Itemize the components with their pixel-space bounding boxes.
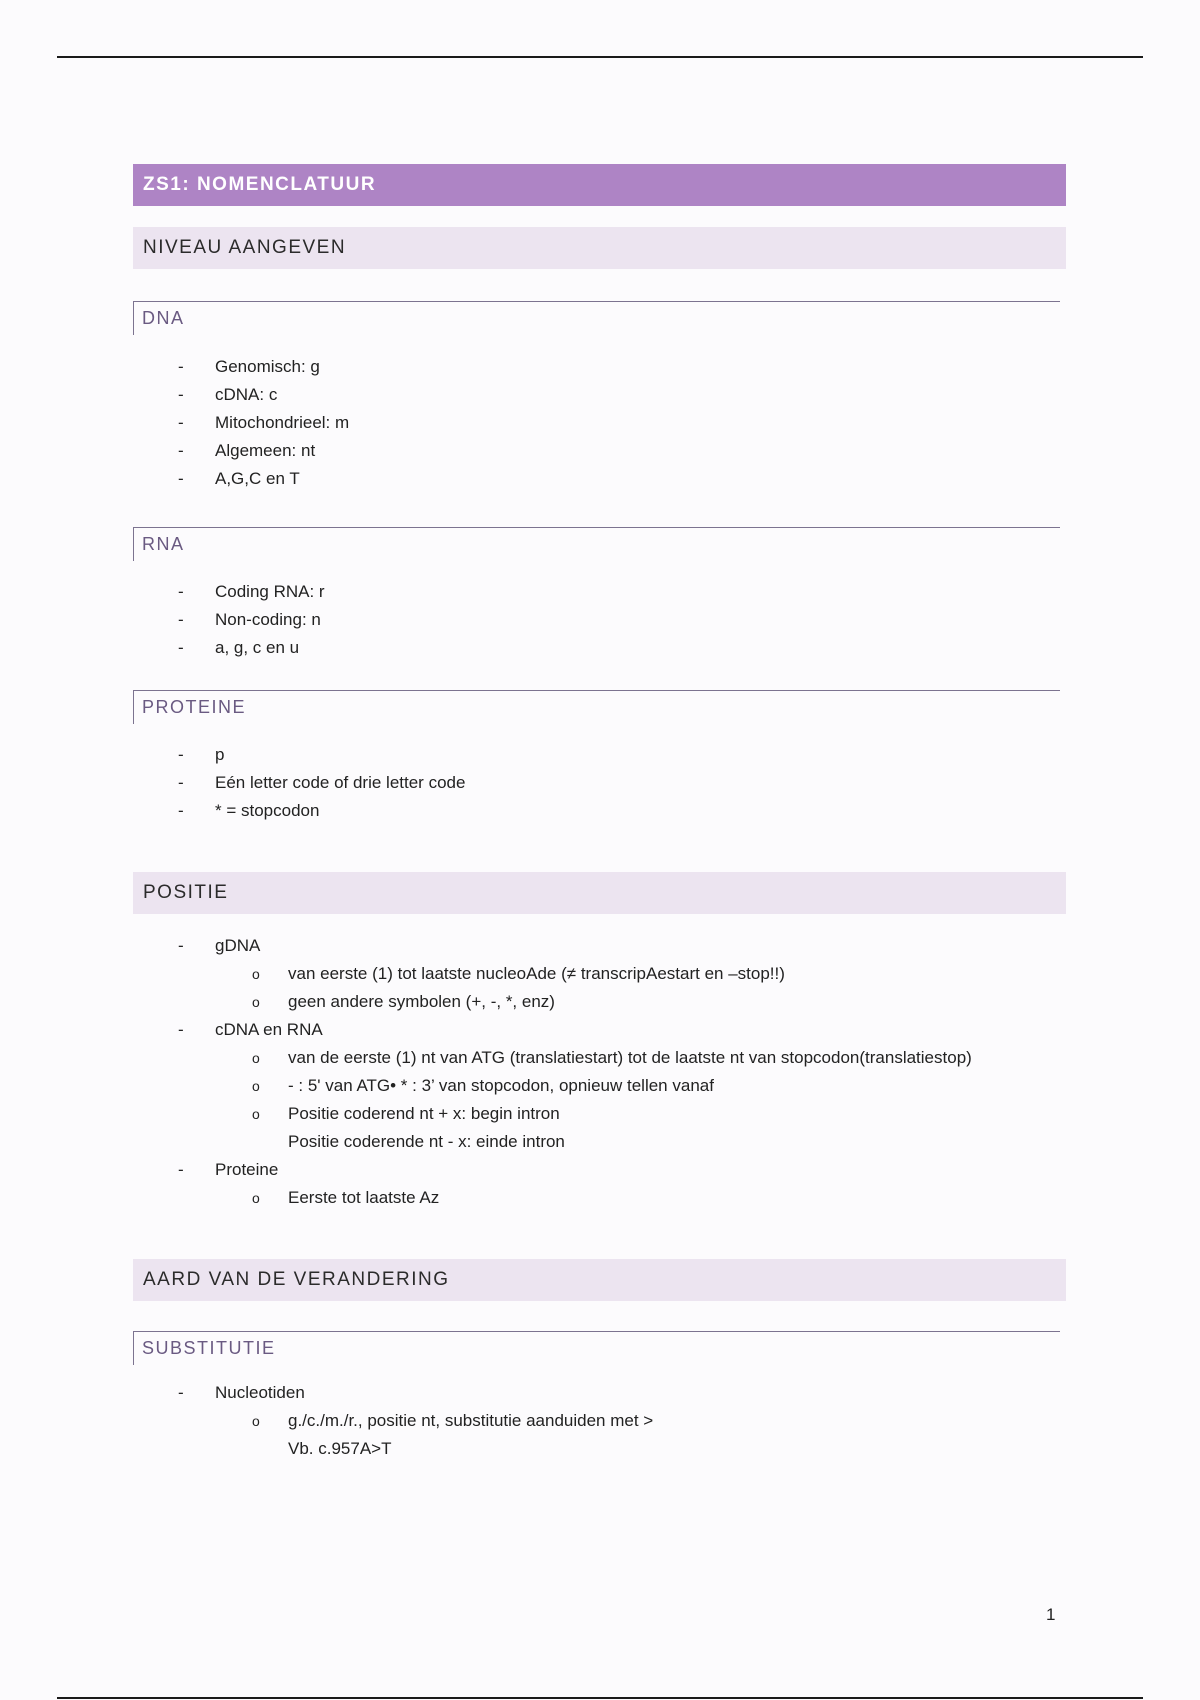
sublist — [215, 960, 1066, 1016]
page-number: 1 — [1046, 1605, 1056, 1624]
list-item: - Coding RNA: r — [178, 582, 325, 601]
list-item: - cDNA: c — [178, 385, 278, 404]
list-item: - a, g, c en u — [178, 638, 300, 657]
list-item: - Genomisch: g — [178, 357, 320, 376]
list-item: - Mitochondrieel: m — [178, 413, 350, 432]
sublist — [215, 1184, 1066, 1212]
subheading-substitutie: SUBSTITUTIE — [133, 1331, 1060, 1365]
proteine-list — [133, 741, 1066, 825]
heading-aard-van-de-verandering: AARD VAN DE VERANDERING — [133, 1259, 1066, 1301]
list-item: - Eén letter code of drie letter code — [178, 773, 466, 792]
list-item: - gDNA o van eerste (1) tot laatste nucleoAde (≠ transcripAestart en –stop!!) o geen andere symbolen (+, -, *, enz) — [133, 932, 1066, 1016]
heading-niveau-aangeven: NIVEAU AANGEVEN — [133, 227, 1066, 269]
subheading-rna: RNA — [133, 527, 1060, 561]
list-item: - Proteine o Eerste tot laatste Az — [133, 1156, 1066, 1212]
dna-list — [133, 353, 1066, 493]
sublist-item: o Eerste tot laatste Az — [252, 1188, 440, 1207]
sublist-item: o Positie coderend nt + x: begin intron Positie coderende nt - x: einde intron — [252, 1104, 565, 1151]
subheading-proteine: PROTEINE — [133, 690, 1060, 724]
list-item: - Non-coding: n — [178, 610, 321, 629]
document-body — [133, 164, 1066, 1463]
sublist-item: o van eerste (1) tot laatste nucleoAde (≠ transcripAestart en –stop!!) — [252, 964, 785, 983]
list-item: - Algemeen: nt — [178, 441, 316, 460]
sublist-item: o g./c./m./r., positie nt, substitutie aanduiden met > Vb. c.957A>T — [252, 1411, 654, 1458]
document-title: ZS1: NOMENCLATUUR — [133, 164, 1066, 206]
rna-list — [133, 578, 1066, 662]
subheading-dna: DNA — [133, 301, 1060, 335]
header-rule — [57, 56, 1143, 58]
sublist — [215, 1044, 1066, 1156]
sublist-item: o - : 5' van ATG• * : 3’ van stopcodon, opnieuw tellen vanaf — [252, 1076, 714, 1095]
sublist-item: o geen andere symbolen (+, -, *, enz) — [252, 992, 555, 1011]
list-item: - A,G,C en T — [178, 469, 300, 488]
positie-list — [133, 932, 1066, 1212]
sublist — [215, 1407, 1066, 1463]
list-item: - Nucleotiden o g./c./m./r., positie nt, substitutie aanduiden met > Vb. c.957A>T — [133, 1379, 1066, 1463]
footer-rule — [57, 1697, 1143, 1699]
sublist-item: o van de eerste (1) nt van ATG (translatiestart) tot de laatste nt van stopcodon(translatiestop) — [252, 1048, 972, 1067]
substitutie-list — [133, 1379, 1066, 1463]
list-item: - p — [178, 745, 225, 764]
heading-positie: POSITIE — [133, 872, 1066, 914]
list-item: - * = stopcodon — [178, 801, 320, 820]
list-item: - cDNA en RNA o van de eerste (1) nt van ATG (translatiestart) tot de laatste nt van stopcodon(translatiestop) o - : 5' van ATG• * : 3’ van stopcodon, opnieuw tellen vanaf o Positie coderend nt + x: begin intron Positie coderende nt - x: einde intron — [133, 1016, 1066, 1156]
